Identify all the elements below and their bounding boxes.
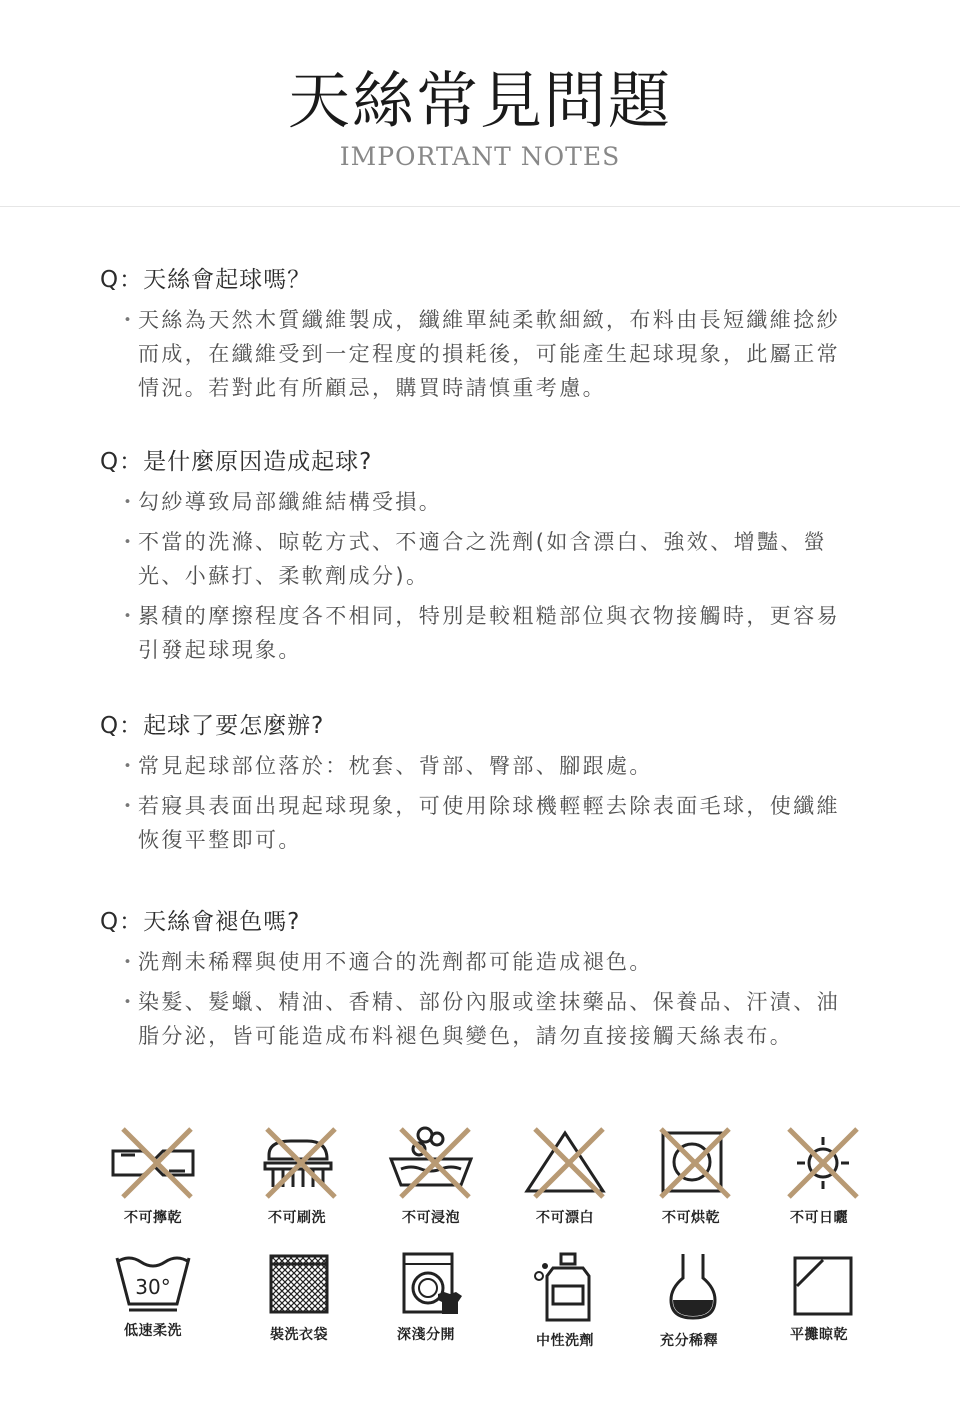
- care-label: 充分稀釋: [660, 1333, 718, 1349]
- answer-text: 勾紗導致局部纖維結構受損。: [138, 490, 443, 514]
- flat-dry-icon: [769, 1252, 869, 1318]
- care-label: 低速柔洗: [124, 1323, 182, 1339]
- care-label: 平攤晾乾: [790, 1327, 848, 1343]
- bullet: ・: [117, 794, 141, 818]
- page-header: [0, 0, 960, 207]
- bullet: ・: [117, 990, 141, 1014]
- faq-question-3: Q：起球了要怎麼辦?: [100, 713, 325, 739]
- care-item-no-soak: [376, 1125, 486, 1227]
- faq-question-4: Q：天絲會褪色嗎?: [100, 909, 301, 935]
- faq-answer: [117, 945, 862, 979]
- faq-answer: [117, 485, 862, 519]
- faq-answer: [117, 789, 862, 857]
- page-subtitle: IMPORTANT NOTES: [339, 142, 621, 171]
- care-label: 不可刷洗: [268, 1210, 326, 1226]
- no-bleach-icon: [515, 1125, 615, 1201]
- no-brush-icon: [247, 1125, 347, 1201]
- no-soak-icon: [381, 1125, 481, 1201]
- neutral-detergent-icon: [515, 1252, 615, 1324]
- faq-question-1: Q：天絲會起球嗎？: [100, 267, 312, 293]
- care-label: 深淺分開: [397, 1327, 455, 1343]
- faq-answer: [117, 985, 862, 1053]
- answer-text: 天絲為天然木質纖維製成，纖維單純柔軟細緻，布料由長短纖維捻紗而成，在纖維受到一定程度的損耗後，可能產生起球現象，此屬正常情況。若對此有所顧忌，購買時請慎重考慮。: [138, 308, 840, 400]
- separate-colors-icon: [376, 1252, 476, 1318]
- care-item-neutral-detergent: [510, 1252, 620, 1350]
- care-item-separate-colors: [371, 1252, 481, 1344]
- faq-question-2: Q：是什麼原因造成起球?: [100, 449, 373, 475]
- answer-text: 洗劑未稀釋與使用不適合的洗劑都可能造成褪色。: [138, 950, 653, 974]
- answer-text: 若寢具表面出現起球現象，可使用除球機輕輕去除表面毛球，使纖維恢復平整即可。: [138, 794, 840, 852]
- no-tumble-dry-icon: [641, 1125, 741, 1201]
- wash-temp-label: 30°: [135, 1275, 171, 1299]
- page-title: 天絲常見問題: [287, 64, 672, 137]
- laundry-bag-icon: [249, 1252, 349, 1318]
- care-item-wash-30: [98, 1252, 208, 1340]
- answer-text: 染髮、髮蠟、精油、香精、部份內服或塗抹藥品、保養品、汗漬、油脂分泌，皆可能造成布料褪色與變色，請勿直接接觸天絲表布。: [138, 990, 840, 1048]
- bullet: ・: [117, 530, 141, 554]
- care-item-no-wring: [98, 1125, 208, 1227]
- care-item-dilute: [634, 1252, 744, 1350]
- care-item-flat-dry: [764, 1252, 874, 1344]
- care-item-no-bleach: [510, 1125, 620, 1227]
- care-item-no-sun-dry: [764, 1125, 874, 1227]
- care-label: 不可漂白: [536, 1210, 594, 1226]
- care-item-laundry-bag: [244, 1252, 354, 1344]
- bullet: ・: [117, 308, 141, 332]
- no-wring-icon: [103, 1125, 203, 1201]
- answer-text: 累積的摩擦程度各不相同，特別是較粗糙部位與衣物接觸時，更容易引發起球現象。: [138, 604, 840, 662]
- care-item-no-brush: [242, 1125, 352, 1227]
- answer-text: 常見起球部位落於：枕套、背部、臀部、腳跟處。: [138, 754, 653, 778]
- care-item-no-tumble-dry: [636, 1125, 746, 1227]
- dilute-icon: [639, 1252, 739, 1324]
- care-label: 不可日曬: [790, 1210, 848, 1226]
- care-label: 裝洗衣袋: [270, 1327, 328, 1343]
- care-label: 中性洗劑: [536, 1333, 594, 1349]
- bullet: ・: [117, 754, 141, 778]
- care-label: 不可擰乾: [124, 1210, 182, 1226]
- faq-answer: [117, 749, 862, 783]
- answer-text: 不當的洗滌、晾乾方式、不適合之洗劑(如含漂白、強效、增豔、螢光、小蘇打、柔軟劑成分)。: [138, 530, 828, 588]
- care-label: 不可浸泡: [402, 1210, 460, 1226]
- wash-30-icon: [103, 1252, 203, 1314]
- faq-answer: [117, 599, 862, 667]
- faq-answer: [117, 525, 862, 593]
- bullet: ・: [117, 950, 141, 974]
- no-sun-dry-icon: [769, 1125, 869, 1201]
- bullet: ・: [117, 490, 141, 514]
- care-icons-panel: [0, 1115, 960, 1375]
- faq-answer: [117, 303, 862, 405]
- care-label: 不可烘乾: [662, 1210, 720, 1226]
- bullet: ・: [117, 604, 141, 628]
